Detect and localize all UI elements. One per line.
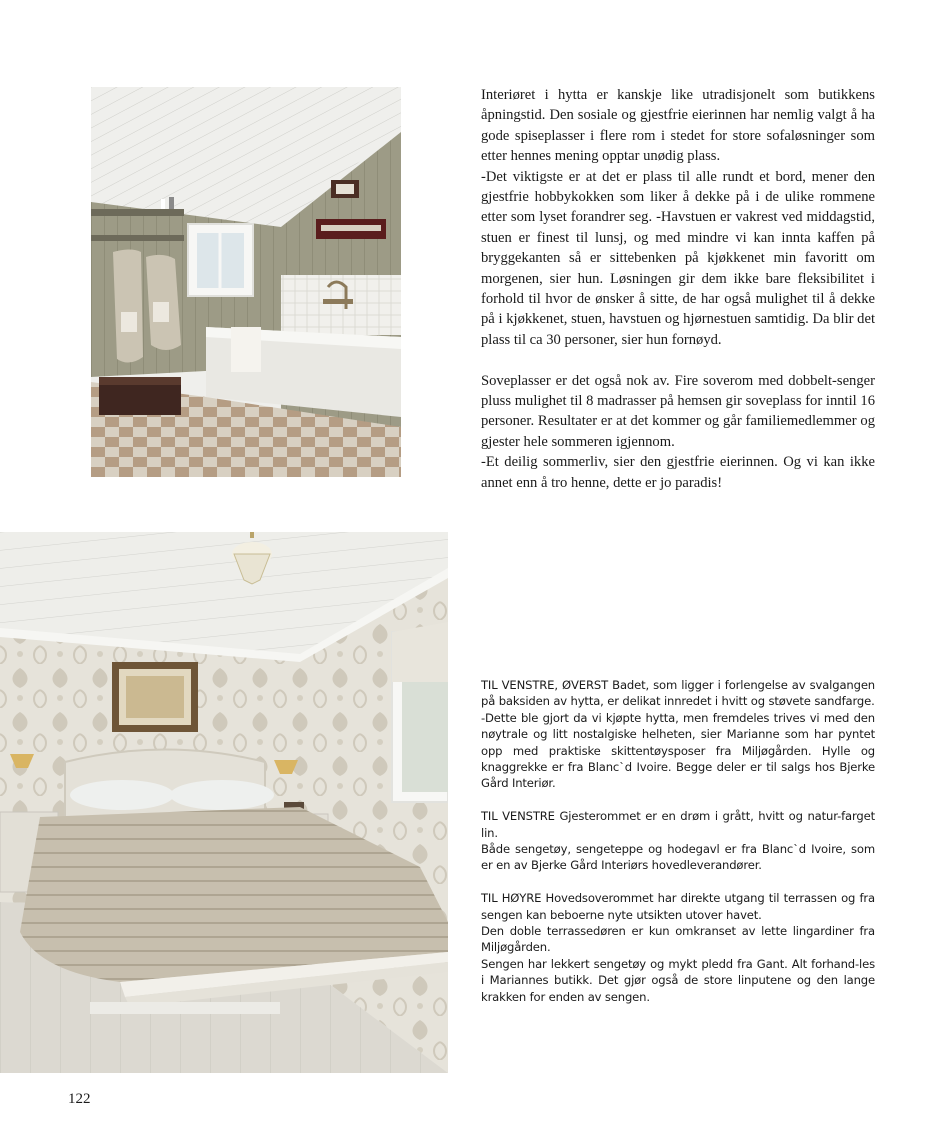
caption-right: TIL HØYRE Hovedsoverommet har direkte utgang til terrassen og fra sengen kan beboerne nyte utsikten utover havet. xyxy=(481,891,875,922)
article-body xyxy=(481,85,875,493)
page-number: 122 xyxy=(68,1091,91,1107)
photo-captions xyxy=(481,677,875,1005)
caption-left-cont: Både sengetøy, sengeteppe og hodegavl er fra Blanc`d Ivoire, som er en av Bjerke Gård Interiørs hovedleverandører. xyxy=(481,842,875,873)
body-paragraph: Soveplasser er det også nok av. Fire soverom med dobbelt-senger pluss mulighet til 8 madrasser på hemsen gir soveplass for inntil 16 personer. Resultater er at det kommer og går familiemedlemmer og gjester hele sommeren igjennom. xyxy=(481,372,875,450)
body-paragraph: -Et deilig sommerliv, sier den gjestfrie eierinnen. Og vi kan ikke annet enn å tro henne, dette er jo paradis! xyxy=(481,454,875,491)
caption-right-cont: Sengen har lekkert sengetøy og mykt pledd fra Gant. Alt forhand-les i Mariannes butikk. Det gjør også de store linputene og den lange krakken for enden av sengen. xyxy=(481,956,875,1004)
bathroom-photo xyxy=(91,87,401,477)
caption-left: TIL VENSTRE Gjesterommet er en drøm i grått, hvitt og natur-farget lin. xyxy=(481,809,875,840)
caption-top-left: TIL VENSTRE, ØVERST Badet, som ligger i forlengelse av svalgangen på baksiden av hytta, er delikat innredet i hvitt og støvete sandfarge. xyxy=(481,678,875,709)
body-paragraph: Interiøret i hytta er kanskje like utradisjonelt som butikkens åpningstid. Den sosiale og gjestfrie eierinnen har nemlig valgt å ha gode spiseplasser i flere rom i stedet for store sofaløsninger som etter hennes mening opptar unødig plass. xyxy=(481,87,875,165)
caption-right-cont: Den doble terrassedøren er kun omkranset av lette lingardiner fra Miljøgården. xyxy=(481,924,875,955)
body-paragraph: -Det viktigste er at det er plass til alle rundt et bord, mener den gjestfrie hobbykokken som liker å dekke på i de ulike rommene etter som lyset forandrer seg. -Havstuen er vakrest ved middagstid, stuen er finest til lunsj, og med mindre vi kan innta kaffen på bryggekanten så er sittebenken på kjøkkenet min favoritt om morgenen, sier hun. Løsningen gir dem ikke bare fleksibilitet i forhold til hvor de ønsker å sitte, de har også mulighet til å dekke på i kjøkkenet, stuen, havstuen og hjørnestuen samtidig. Da blir det plass til ca 30 personer, sier hun fornøyd. xyxy=(481,168,875,348)
bedroom-photo xyxy=(0,532,448,1073)
caption-top-left-cont: -Dette ble gjort da vi kjøpte hytta, men fremdeles trives vi med den nøytrale og litt nostalgiske helheten, sier Marianne som har pyntet opp med praktiske skittentøysposer fra Miljøgården. Hylle og knaggrekke er fra Blanc`d Ivoire. Begge deler er til salgs hos Bjerke Gård Interiør. xyxy=(481,710,875,791)
